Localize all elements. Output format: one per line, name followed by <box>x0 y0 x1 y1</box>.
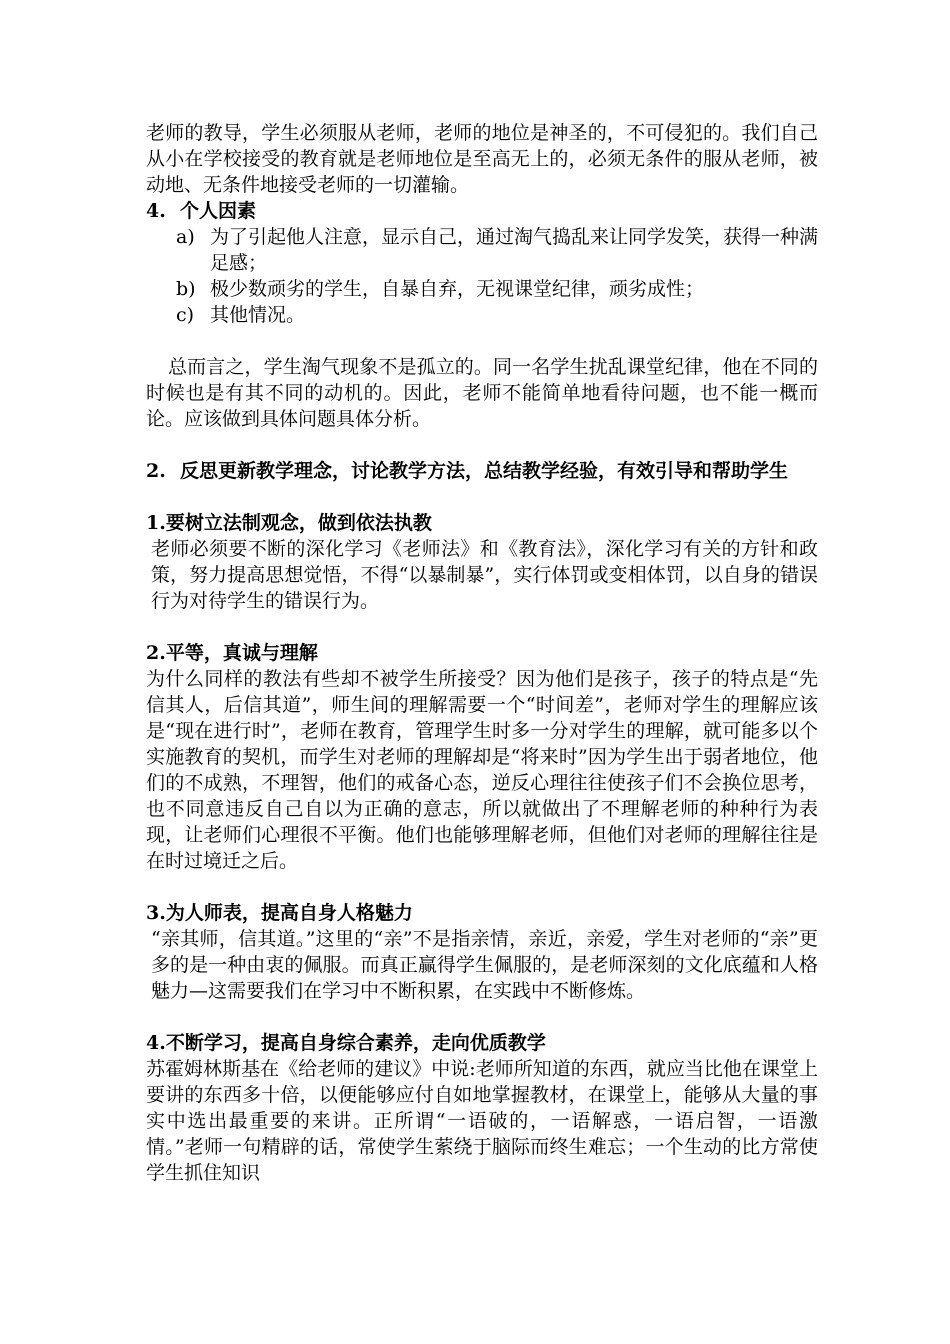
intro-paragraph: 老师的教导，学生必须服从老师，老师的地位是神圣的，不可侵犯的。我们自己从小在学校接受的教育就是老师地位是至高无上的，必须无条件的服从老师，被动地、无条件地接受老师的一切灌输。 <box>146 122 818 196</box>
subsection-4-body: 苏霍姆林斯基在《给老师的建议》中说:老师所知道的东西，就应当比他在课堂上要讲的东西多十倍，以便能够应付自如地掌握教材，在课堂上，能够从大量的事实中选出最重要的来讲。正所谓“一语破的，一语解惑，一语启智，一语激情。”老师一句精辟的话，常使学生萦绕于脑际而终生难忘；一个生动的比方常使学生抓住知识 <box>146 1058 818 1184</box>
list-item-text: 极少数顽劣的学生，自暴自弃，无视课堂纪律，顽劣成性； <box>210 278 705 300</box>
personal-factors-heading <box>146 198 818 224</box>
spacer <box>146 874 818 900</box>
spacer <box>146 614 818 640</box>
subsection-2-heading: 2.平等，真诚与理解 <box>146 642 318 664</box>
list-marker: c) <box>176 304 195 326</box>
spacer <box>146 484 818 510</box>
section-2-title: 反思更新教学理念，讨论教学方法，总结教学经验，有效引导和帮助学生 <box>180 460 789 482</box>
subsection-3-body: “亲其师，信其道。”这里的“亲”不是指亲情，亲近，亲爱，学生对老师的“亲”更多的是一种由衷的佩服。而真正赢得学生佩服的，是老师深刻的文化底蕴和人格魅力—这需要我们在学习中不断积累，在实践中不断修炼。 <box>151 928 818 1002</box>
spacer <box>146 1004 818 1030</box>
list-marker: a) <box>176 226 195 248</box>
subsection-1-heading: 1.要树立法制观念，做到依法执教 <box>146 512 432 534</box>
list-item-text: 其他情况。 <box>210 304 306 326</box>
spacer <box>146 432 818 458</box>
personal-factors-number: 4. <box>146 200 166 222</box>
list-item <box>146 302 818 328</box>
list-item-text: 为了引起他人注意，显示自己，通过淘气捣乱来让同学发笑，获得一种满足感； <box>210 226 819 274</box>
list-item <box>146 224 818 276</box>
personal-factors-title: 个人因素 <box>180 200 257 222</box>
personal-factors-list <box>146 224 818 328</box>
list-item <box>146 276 818 302</box>
document-page <box>146 120 818 1186</box>
subsection-2-body: 为什么同样的教法有些却不被学生所接受？因为他们是孩子，孩子的特点是“先信其人，后信其道”，师生间的理解需要一个“时间差”，老师对学生的理解应该是“现在进行时”，老师在教育，管理学生时多一分对学生的理解，就可能多以个实施教育的契机，而学生对老师的理解却是“将来时”因为学生出于弱者地位，他们的不成熟，不理智，他们的戒备心态，逆反心理往往使孩子们不会换位思考，也不同意违反自己自以为正确的意志，所以就做出了不理解老师的种种行为表现，让老师们心理很不平衡。他们也能够理解老师，但他们对老师的理解往往是在时过境迁之后。 <box>146 668 818 872</box>
spacer <box>146 328 818 354</box>
subsection-3-heading: 3.为人师表，提高自身人格魅力 <box>146 902 413 924</box>
list-marker: b) <box>176 278 196 300</box>
summary-paragraph: 总而言之，学生淘气现象不是孤立的。同一名学生扰乱课堂纪律，他在不同的时候也是有其不同的动机的。因此，老师不能简单地看待问题，也不能一概而论。应该做到具体问题具体分析。 <box>146 356 818 430</box>
subsection-1-body: 老师必须要不断的深化学习《老师法》和《教育法》，深化学习有关的方针和政策，努力提高思想觉悟，不得“以暴制暴”，实行体罚或变相体罚，以自身的错误行为对待学生的错误行为。 <box>151 538 818 612</box>
section-2-number: 2. <box>146 460 166 482</box>
section-2-heading <box>146 458 818 484</box>
subsection-4-heading: 4.不断学习，提高自身综合素养，走向优质教学 <box>146 1032 546 1054</box>
